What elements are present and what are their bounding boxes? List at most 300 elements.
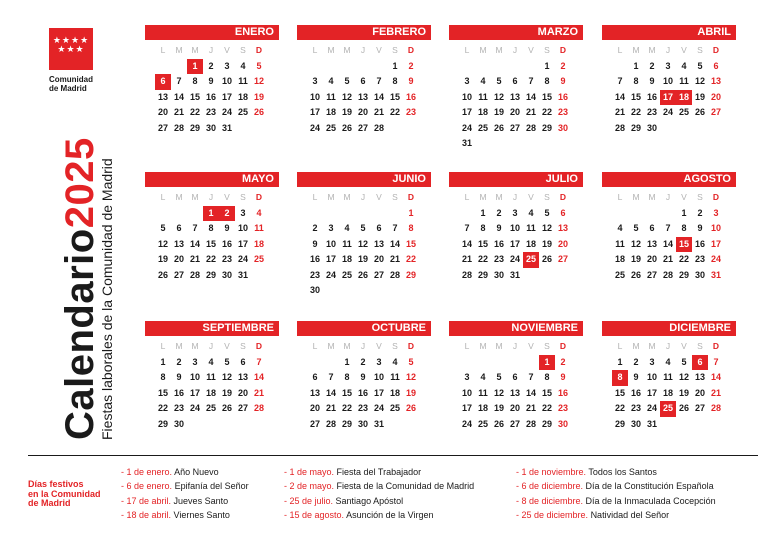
empty-day-cell — [491, 355, 507, 371]
day-cell: 9 — [697, 223, 703, 233]
day-cell: 3 — [328, 223, 334, 233]
day-cell: 6 — [560, 207, 566, 218]
day-cell: 30 — [646, 122, 657, 133]
weekday-header: S — [392, 45, 398, 55]
weekday-header: V — [224, 45, 230, 55]
holiday-name: Santiago Apóstol — [335, 495, 404, 506]
day-cell: 19 — [157, 254, 168, 264]
empty-day-cell — [612, 59, 628, 75]
month-header: MAYO — [145, 172, 279, 187]
day-cell: 5 — [344, 76, 350, 86]
day-cell: 29 — [341, 418, 352, 429]
day-cell: 6 — [713, 60, 719, 71]
day-cell: 6 — [512, 372, 518, 382]
day-cell: 9 — [208, 76, 214, 86]
day-cell: 6 — [176, 223, 182, 233]
day-cell: 27 — [694, 403, 705, 413]
day-cell: 23 — [557, 107, 568, 117]
holiday-date: - 25 de diciembre. — [516, 509, 589, 520]
day-cell: 22 — [157, 403, 168, 413]
day-cell: 25 — [477, 122, 488, 133]
weekday-header: V — [376, 341, 382, 351]
day-cell: 8 — [681, 223, 687, 233]
month-header: SEPTIEMBRE — [145, 321, 279, 336]
day-cell: 28 — [389, 269, 400, 280]
day-cell: 12 — [541, 223, 552, 233]
holiday-entry — [284, 465, 474, 479]
day-cell: 20 — [173, 254, 184, 264]
day-cell: 9 — [560, 372, 566, 382]
month-header: MARZO — [449, 25, 583, 40]
empty-day-cell — [307, 59, 323, 75]
weekday-header: S — [697, 192, 703, 202]
day-cell: 22 — [189, 107, 200, 117]
logo-stars — [49, 37, 93, 55]
empty-day-cell — [355, 59, 371, 75]
day-cell: 29 — [541, 418, 552, 429]
day-cell: 9 — [312, 238, 318, 249]
day-cell: 30 — [221, 269, 232, 280]
day-cell: 3 — [376, 356, 382, 367]
day-cell: 5 — [224, 356, 230, 367]
weekday-header: M — [327, 192, 335, 202]
day-cell: 19 — [253, 91, 264, 102]
day-cell: 13 — [509, 387, 520, 398]
holiday-date: - 1 de noviembre. — [516, 467, 587, 477]
day-cell: 9 — [224, 223, 230, 233]
weekday-header: J — [208, 341, 214, 351]
weekday-header: M — [343, 192, 351, 202]
day-cell: 26 — [357, 269, 368, 280]
holiday-day: 1 — [539, 355, 555, 371]
day-cell: 4 — [392, 356, 398, 367]
weekday-header: L — [617, 192, 623, 202]
day-cell: 15 — [405, 238, 416, 249]
day-cell: 23 — [205, 107, 216, 117]
day-cell: 25 — [253, 254, 264, 264]
weekday-header: M — [632, 192, 640, 202]
day-cell: 10 — [646, 372, 657, 382]
day-cell: 30 — [173, 418, 184, 429]
day-cell: 29 — [614, 418, 625, 429]
month-header: AGOSTO — [602, 172, 736, 187]
day-cell: 23 — [694, 254, 705, 264]
day-cell: 19 — [541, 238, 552, 249]
day-cell: 2 — [697, 207, 703, 218]
day-cell: 23 — [309, 269, 320, 280]
empty-day-cell — [459, 355, 475, 371]
day-cell: 14 — [525, 91, 536, 102]
day-cell: 31 — [461, 138, 472, 148]
holiday-name: Fiesta del Trabajador — [336, 467, 422, 477]
day-cell: 18 — [614, 254, 625, 264]
weekday-header: M — [175, 341, 183, 351]
holiday-day: 25 — [523, 252, 539, 268]
day-cell: 23 — [405, 107, 416, 117]
day-cell: 25 — [678, 107, 689, 117]
weekday-header: L — [312, 192, 318, 202]
day-cell: 4 — [344, 223, 350, 233]
day-cell: 24 — [710, 254, 721, 264]
day-cell: 15 — [541, 387, 552, 398]
holiday-name: Fiesta de la Comunidad de Madrid — [336, 481, 475, 492]
holiday-day: 2 — [219, 206, 235, 222]
day-cell: 4 — [617, 223, 623, 233]
day-cell: 24 — [646, 403, 657, 413]
holiday-entry — [284, 479, 474, 493]
day-cell: 16 — [694, 238, 705, 249]
weekday-header: M — [632, 45, 640, 55]
day-cell: 26 — [630, 269, 641, 280]
month-days-grid — [145, 190, 279, 283]
day-cell: 21 — [389, 254, 400, 264]
weekday-header: S — [392, 192, 398, 202]
day-cell: 5 — [681, 356, 687, 367]
weekday-header: J — [512, 45, 518, 55]
month-marzo — [449, 25, 583, 152]
day-cell: 10 — [662, 76, 673, 86]
day-cell: 12 — [221, 372, 232, 382]
title-word: Calendario — [58, 228, 102, 440]
day-cell: 24 — [325, 269, 336, 280]
day-cell: 20 — [646, 254, 657, 264]
weekday-header: D — [712, 192, 720, 202]
day-cell: 5 — [544, 207, 550, 218]
empty-day-cell — [155, 59, 171, 75]
month-days-grid — [449, 43, 583, 152]
day-cell: 10 — [325, 238, 336, 249]
day-cell: 3 — [512, 207, 518, 218]
day-cell: 19 — [341, 107, 352, 117]
day-cell: 16 — [493, 238, 504, 249]
holiday-name: Viernes Santo — [173, 509, 230, 520]
legend-title-line: de Madrid — [28, 498, 71, 508]
day-cell: 28 — [173, 122, 184, 133]
day-cell: 12 — [357, 238, 368, 249]
day-cell: 16 — [557, 387, 568, 398]
weekday-header: S — [240, 341, 246, 351]
day-cell: 12 — [341, 91, 352, 102]
day-cell: 28 — [710, 403, 721, 413]
month-days-grid — [145, 43, 279, 136]
day-cell: 4 — [480, 76, 486, 86]
empty-day-cell — [475, 59, 491, 75]
day-cell: 26 — [541, 254, 552, 264]
day-cell: 18 — [253, 238, 264, 249]
empty-day-cell — [523, 355, 539, 371]
holiday-date: - 1 de mayo. — [284, 467, 335, 477]
day-cell: 13 — [173, 238, 184, 249]
month-header: JUNIO — [297, 172, 431, 187]
day-cell: 26 — [493, 418, 504, 429]
day-cell: 17 — [221, 91, 232, 102]
day-cell: 11 — [478, 91, 488, 102]
day-cell: 15 — [205, 238, 216, 249]
day-cell: 4 — [528, 207, 534, 218]
day-cell: 11 — [326, 91, 336, 102]
day-cell: 13 — [710, 76, 721, 86]
day-cell: 25 — [614, 269, 625, 280]
empty-day-cell — [612, 206, 628, 222]
weekday-header: M — [648, 192, 656, 202]
day-cell: 25 — [205, 403, 216, 413]
day-cell: 4 — [256, 207, 262, 218]
empty-day-cell — [171, 206, 187, 222]
day-cell: 27 — [173, 269, 184, 280]
comunidad-madrid-logo — [49, 28, 93, 70]
day-cell: 8 — [208, 223, 214, 233]
day-cell: 19 — [405, 387, 416, 398]
day-cell: 22 — [630, 107, 641, 117]
day-cell: 14 — [253, 372, 264, 382]
weekday-header: L — [312, 45, 318, 55]
day-cell: 6 — [312, 372, 318, 382]
holiday-day: 1 — [203, 206, 219, 222]
day-cell: 19 — [221, 387, 232, 398]
day-cell: 21 — [173, 107, 184, 117]
day-cell: 10 — [461, 91, 472, 102]
weekday-header: J — [512, 192, 518, 202]
day-cell: 17 — [309, 107, 320, 117]
day-cell: 10 — [189, 372, 200, 382]
day-cell: 15 — [189, 91, 200, 102]
day-cell: 8 — [544, 76, 550, 86]
holidays-legend-title — [28, 480, 101, 509]
day-cell: 8 — [633, 76, 639, 86]
day-cell: 17 — [710, 238, 721, 249]
day-cell: 17 — [646, 387, 657, 398]
holiday-day: 17 — [660, 90, 676, 106]
weekday-header: V — [528, 45, 534, 55]
empty-day-cell — [307, 355, 323, 371]
day-cell: 28 — [461, 269, 472, 280]
calendar-subtitle: Fiestas laborales de la Comunidad de Madrid — [99, 158, 115, 440]
month-header: OCTUBRE — [297, 321, 431, 336]
day-cell: 24 — [309, 122, 320, 133]
day-cell: 22 — [389, 107, 400, 117]
day-cell: 5 — [496, 372, 502, 382]
weekday-header: M — [327, 45, 335, 55]
day-cell: 16 — [557, 91, 568, 102]
calendar-title — [60, 80, 100, 440]
day-cell: 3 — [192, 356, 198, 367]
day-cell: 29 — [157, 418, 168, 429]
day-cell: 4 — [208, 356, 214, 367]
day-cell: 26 — [694, 107, 705, 117]
day-cell: 14 — [662, 238, 673, 249]
day-cell: 8 — [408, 223, 414, 233]
weekday-header: V — [224, 341, 230, 351]
day-cell: 7 — [464, 223, 470, 233]
empty-day-cell — [371, 206, 387, 222]
day-cell: 7 — [328, 372, 334, 382]
day-cell: 30 — [557, 122, 568, 133]
day-cell: 19 — [493, 107, 504, 117]
empty-day-cell — [644, 206, 660, 222]
day-cell: 20 — [157, 107, 168, 117]
day-cell: 1 — [408, 207, 414, 218]
weekday-header: M — [175, 45, 183, 55]
day-cell: 2 — [408, 60, 414, 71]
day-cell: 21 — [525, 403, 536, 413]
day-cell: 13 — [237, 372, 248, 382]
day-cell: 1 — [681, 207, 687, 218]
day-cell: 23 — [646, 107, 657, 117]
holiday-column — [516, 465, 716, 522]
day-cell: 29 — [477, 269, 488, 280]
month-days-grid — [297, 339, 431, 432]
month-header: DICIEMBRE — [602, 321, 736, 336]
day-cell: 27 — [309, 418, 320, 429]
day-cell: 11 — [478, 387, 488, 398]
title-year: 2025 — [58, 137, 102, 229]
day-cell: 3 — [224, 60, 230, 71]
day-cell: 11 — [679, 76, 689, 86]
day-cell: 3 — [240, 207, 246, 218]
weekday-header: D — [712, 45, 720, 55]
day-cell: 18 — [389, 387, 400, 398]
holiday-entry — [121, 494, 249, 508]
day-cell: 7 — [192, 223, 198, 233]
day-cell: 12 — [493, 91, 504, 102]
day-cell: 31 — [710, 269, 721, 280]
empty-day-cell — [155, 206, 171, 222]
holiday-day: 8 — [612, 370, 628, 386]
day-cell: 27 — [557, 254, 568, 264]
weekday-header: S — [240, 45, 246, 55]
day-cell: 21 — [614, 107, 625, 117]
day-cell: 11 — [238, 76, 248, 86]
day-cell: 14 — [389, 238, 400, 249]
day-cell: 27 — [509, 418, 520, 429]
day-cell: 7 — [528, 76, 534, 86]
day-cell: 2 — [176, 356, 182, 367]
day-cell: 8 — [544, 372, 550, 382]
day-cell: 11 — [390, 372, 400, 382]
day-cell: 28 — [525, 418, 536, 429]
day-cell: 20 — [237, 387, 248, 398]
day-cell: 19 — [694, 91, 705, 102]
day-cell: 2 — [312, 223, 318, 233]
day-cell: 7 — [176, 76, 182, 86]
day-cell: 25 — [389, 403, 400, 413]
day-cell: 5 — [408, 356, 414, 367]
day-cell: 7 — [528, 372, 534, 382]
weekday-header: S — [544, 45, 550, 55]
weekday-header: D — [255, 192, 263, 202]
day-cell: 3 — [649, 356, 655, 367]
day-cell: 15 — [630, 91, 641, 102]
day-cell: 9 — [649, 76, 655, 86]
stars-row-bottom: ★★★ — [57, 45, 85, 55]
day-cell: 17 — [189, 387, 200, 398]
day-cell: 15 — [389, 91, 400, 102]
day-cell: 8 — [480, 223, 486, 233]
weekday-header: J — [512, 341, 518, 351]
day-cell: 3 — [665, 60, 671, 71]
month-septiembre — [145, 321, 279, 432]
day-cell: 23 — [493, 254, 504, 264]
day-cell: 5 — [496, 76, 502, 86]
empty-day-cell — [507, 355, 523, 371]
month-noviembre — [449, 321, 583, 432]
day-cell: 5 — [256, 60, 262, 71]
day-cell: 13 — [646, 238, 657, 249]
day-cell: 17 — [237, 238, 248, 249]
day-cell: 1 — [160, 356, 166, 367]
day-cell: 5 — [697, 60, 703, 71]
weekday-header: D — [255, 341, 263, 351]
day-cell: 12 — [253, 76, 264, 86]
day-cell: 30 — [694, 269, 705, 280]
day-cell: 20 — [357, 107, 368, 117]
weekday-header: M — [479, 341, 487, 351]
empty-day-cell — [475, 355, 491, 371]
day-cell: 30 — [493, 269, 504, 280]
day-cell: 12 — [157, 238, 168, 249]
day-cell: 16 — [205, 91, 216, 102]
day-cell: 24 — [237, 254, 248, 264]
day-cell: 6 — [649, 223, 655, 233]
day-cell: 13 — [309, 387, 320, 398]
day-cell: 21 — [525, 107, 536, 117]
day-cell: 27 — [357, 122, 368, 133]
day-cell: 14 — [189, 238, 200, 249]
day-cell: 23 — [357, 403, 368, 413]
holiday-date: - 2 de mayo. — [284, 481, 335, 492]
day-cell: 2 — [360, 356, 366, 367]
weekday-header: L — [617, 45, 623, 55]
legend-title-line: en la Comunidad — [28, 488, 101, 499]
day-cell: 12 — [405, 372, 416, 382]
day-cell: 22 — [541, 403, 552, 413]
day-cell: 4 — [240, 60, 246, 71]
holiday-entry — [516, 508, 716, 522]
month-febrero — [297, 25, 431, 136]
day-cell: 22 — [341, 403, 352, 413]
holiday-entry — [516, 479, 716, 493]
weekday-header: M — [479, 192, 487, 202]
day-cell: 30 — [357, 418, 368, 429]
day-cell: 3 — [464, 76, 470, 86]
empty-day-cell — [523, 59, 539, 75]
month-days-grid — [449, 190, 583, 283]
day-cell: 13 — [694, 372, 705, 382]
weekday-header: V — [224, 192, 230, 202]
day-cell: 3 — [312, 76, 318, 86]
day-cell: 8 — [344, 372, 350, 382]
day-cell: 10 — [373, 372, 384, 382]
day-cell: 13 — [157, 91, 168, 102]
day-cell: 28 — [662, 269, 673, 280]
weekday-header: M — [495, 45, 503, 55]
weekday-header: M — [495, 192, 503, 202]
day-cell: 28 — [525, 122, 536, 133]
month-days-grid — [602, 339, 736, 432]
holiday-entry — [516, 494, 716, 508]
day-cell: 26 — [493, 122, 504, 133]
day-cell: 29 — [678, 269, 689, 280]
day-cell: 18 — [525, 238, 536, 249]
day-cell: 24 — [221, 107, 232, 117]
day-cell: 4 — [480, 372, 486, 382]
holiday-day: 25 — [660, 401, 676, 417]
weekday-header: M — [191, 341, 199, 351]
day-cell: 18 — [477, 107, 488, 117]
day-cell: 22 — [405, 254, 416, 264]
empty-day-cell — [459, 206, 475, 222]
day-cell: 28 — [373, 122, 384, 133]
